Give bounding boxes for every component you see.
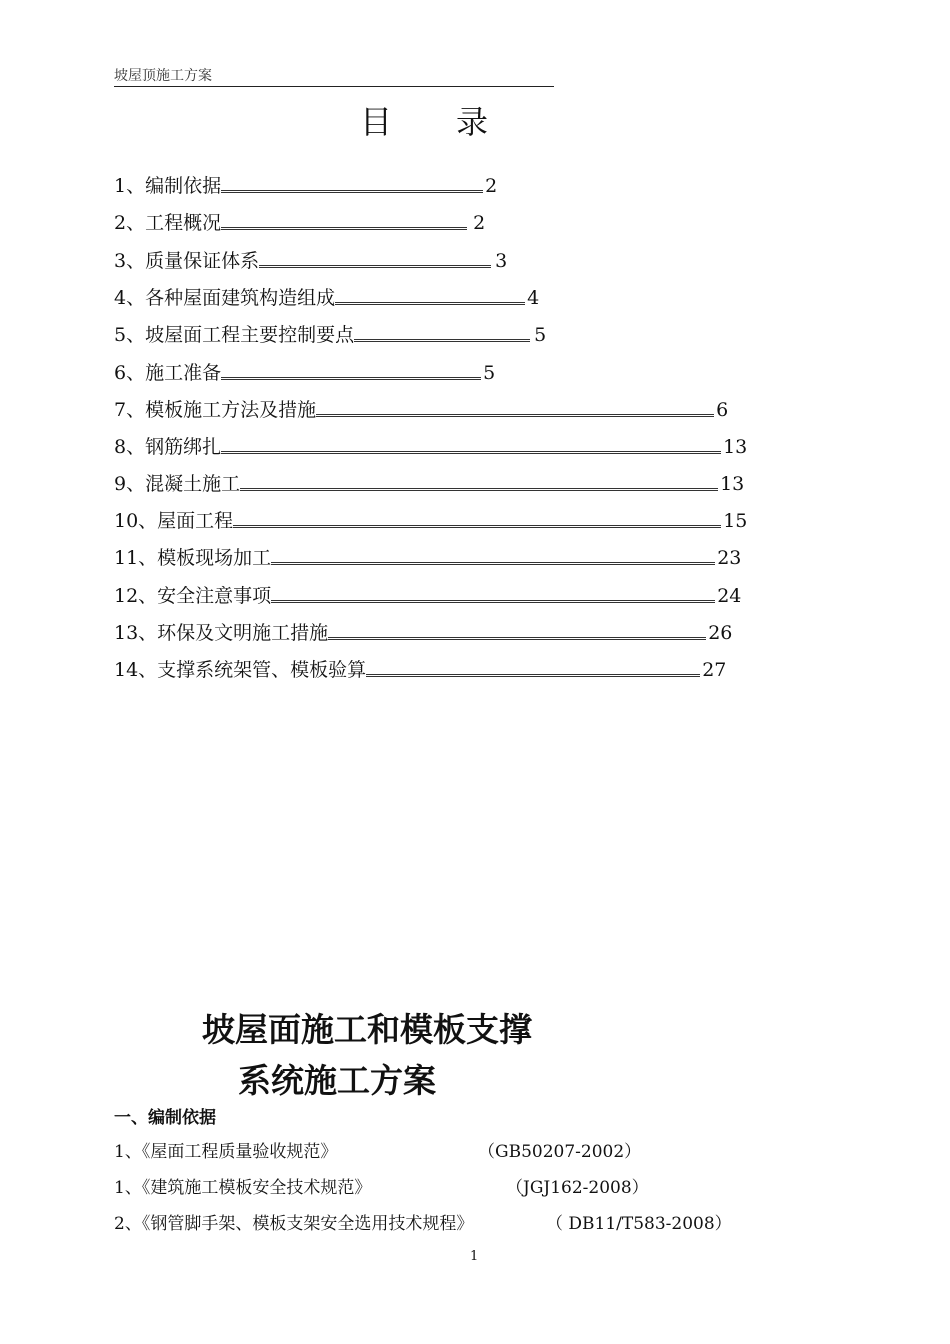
document-title-line-2: 系统施工方案 — [238, 1061, 436, 1100]
toc-leader — [221, 451, 721, 454]
toc-leader — [233, 525, 721, 528]
toc-leader — [366, 674, 700, 677]
toc-item-label: 13、环保及文明施工措施 — [114, 622, 329, 644]
toc-item[interactable] — [114, 248, 507, 274]
toc-item-label: 4、各种屋面建筑构造组成 — [114, 287, 336, 309]
toc-item[interactable] — [114, 657, 726, 683]
toc-item[interactable] — [114, 471, 744, 497]
toc-leader — [328, 637, 706, 640]
toc-item[interactable] — [114, 583, 741, 609]
toc-item-page: 2 — [485, 175, 498, 197]
toc-item-label: 10、屋面工程 — [114, 510, 234, 532]
toc-leader — [221, 227, 467, 230]
page-header — [114, 66, 554, 87]
toc-item-label: 7、模板施工方法及措施 — [114, 399, 317, 421]
toc-item-label: 8、钢筋绑扎 — [114, 436, 222, 458]
toc-item-label: 9、混凝土施工 — [114, 473, 241, 495]
page-number: 1 — [470, 1249, 479, 1264]
reference-item — [114, 1139, 714, 1165]
toc-item-label: 14、支撑系统架管、模板验算 — [114, 659, 367, 681]
toc-item-label: 2、工程概况 — [114, 212, 222, 234]
toc-item-page: 15 — [723, 510, 748, 532]
reference-name: 2、《钢管脚手架、模板支架安全选用技术规程》 — [114, 1214, 474, 1234]
toc-item[interactable] — [114, 322, 546, 348]
toc-item[interactable] — [114, 508, 747, 534]
toc-item-label: 1、编制依据 — [114, 175, 222, 197]
reference-code: （ DB11/T583-2008） — [546, 1214, 732, 1234]
header-title: 坡屋顶施工方案 — [114, 68, 212, 84]
toc-item-page: 3 — [495, 250, 508, 272]
toc-item-page: 2 — [473, 212, 486, 234]
toc-item[interactable] — [114, 434, 747, 460]
toc-item[interactable] — [114, 620, 732, 646]
toc-leader — [271, 600, 715, 603]
toc-item-page: 6 — [716, 399, 729, 421]
toc-item[interactable] — [114, 360, 495, 386]
toc-leader — [354, 339, 530, 342]
toc-item-label: 5、坡屋面工程主要控制要点 — [114, 324, 355, 346]
toc-item-page: 26 — [708, 622, 733, 644]
toc-item-page: 24 — [717, 585, 742, 607]
toc-item-label: 3、质量保证体系 — [114, 250, 260, 272]
reference-code: （GB50207-2002） — [478, 1142, 642, 1162]
toc-item[interactable] — [114, 397, 728, 423]
toc-item-page: 27 — [702, 659, 727, 681]
document-title-line-1: 坡屋面施工和模板支撑 — [202, 1010, 532, 1049]
toc-item[interactable] — [114, 210, 485, 236]
reference-code: （JGJ162-2008） — [506, 1178, 649, 1198]
toc-title: 目录 — [360, 103, 553, 141]
toc-leader — [221, 190, 483, 193]
reference-item — [114, 1175, 714, 1201]
toc-item-label: 6、施工准备 — [114, 362, 222, 384]
toc-item-page: 4 — [527, 287, 540, 309]
toc-item-page: 13 — [720, 473, 745, 495]
toc-leader — [316, 414, 714, 417]
section-heading: 一、编制依据 — [114, 1108, 216, 1128]
toc-item-label: 11、模板现场加工 — [114, 547, 272, 569]
toc-leader — [259, 265, 491, 268]
toc-item[interactable] — [114, 285, 539, 311]
reference-item — [114, 1211, 734, 1237]
toc-leader — [271, 562, 715, 565]
toc-item-label: 12、安全注意事项 — [114, 585, 272, 607]
toc-item-page: 13 — [723, 436, 748, 458]
toc-item-page: 23 — [717, 547, 742, 569]
toc-item-page: 5 — [483, 362, 496, 384]
reference-name: 1、《屋面工程质量验收规范》 — [114, 1142, 338, 1162]
toc-leader — [221, 377, 481, 380]
toc-leader — [240, 488, 718, 491]
toc-item[interactable] — [114, 173, 497, 199]
toc-item[interactable] — [114, 545, 741, 571]
toc-item-page: 5 — [534, 324, 547, 346]
reference-name: 1、《建筑施工模板安全技术规范》 — [114, 1178, 372, 1198]
toc-leader — [335, 302, 525, 305]
